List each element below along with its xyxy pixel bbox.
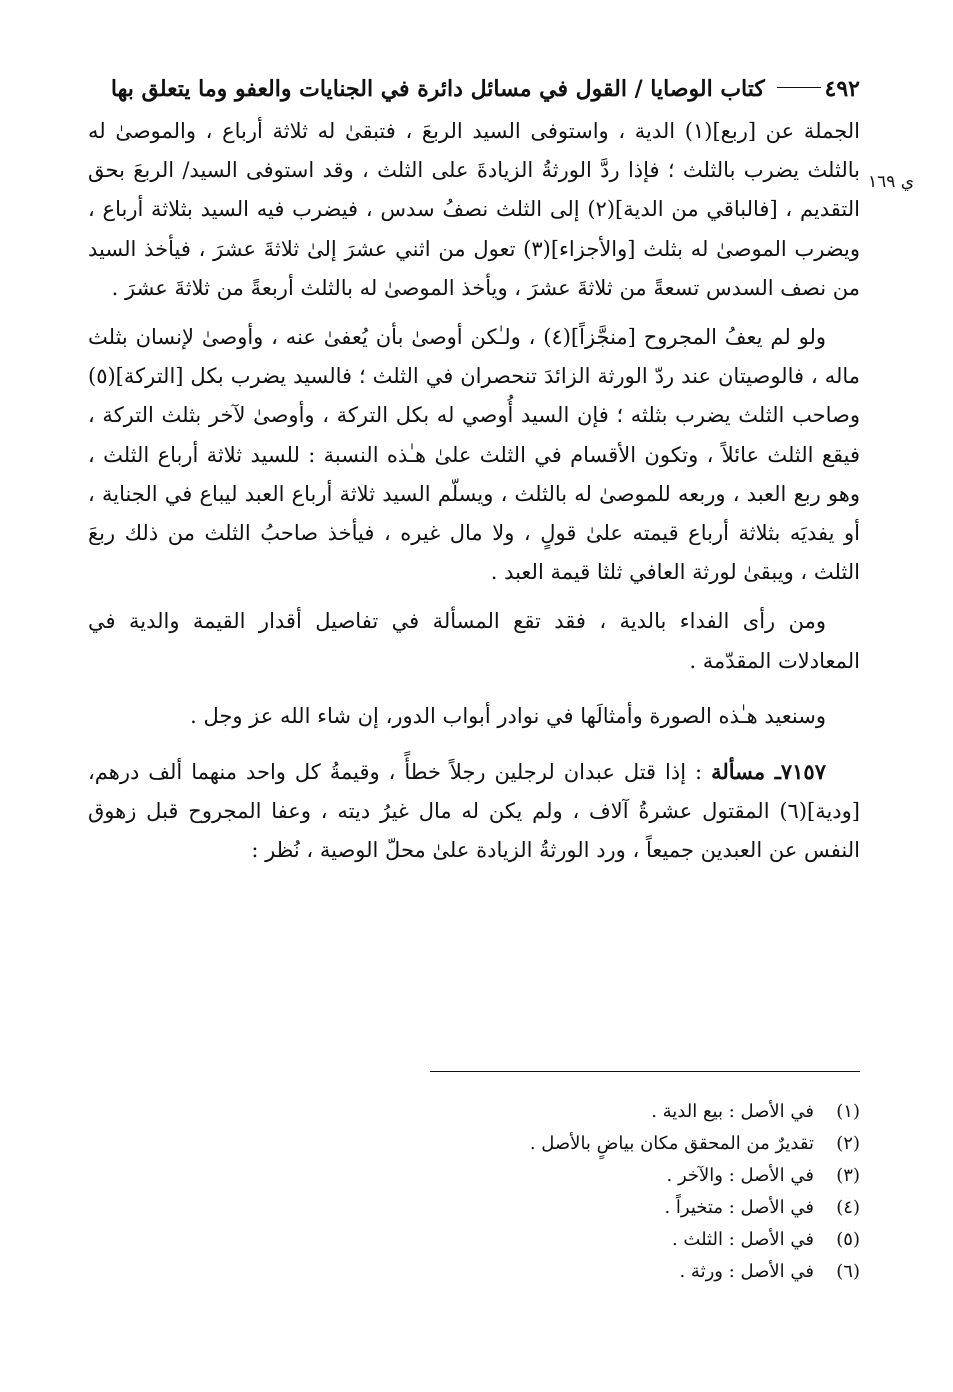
header-dash xyxy=(777,87,821,88)
footnote xyxy=(330,1128,860,1160)
footnote-number: (٤) xyxy=(836,1197,860,1218)
page-number: ٤٩٢ xyxy=(824,76,860,102)
footnote xyxy=(330,1224,860,1256)
footnote-text: في الأصل : بيع الدية . xyxy=(651,1101,814,1122)
running-title: كتاب الوصايا / القول في مسائل دائرة في الجنايات والعفو وما يتعلق بها xyxy=(110,76,765,102)
footnote-number: (٥) xyxy=(836,1229,860,1250)
footnote xyxy=(330,1256,860,1288)
margin-reference: ي ١٦٩ xyxy=(868,172,915,192)
footnote xyxy=(330,1096,860,1128)
footnote-number: (٦) xyxy=(836,1261,860,1282)
paragraph-4: وسنعيد هـٰذه الصورة وأمثالَها في نوادر أبواب الدور، إن شاء الله عز وجل . xyxy=(190,703,826,728)
footnote xyxy=(330,1160,860,1192)
footnotes xyxy=(330,1096,860,1288)
masala-paragraph xyxy=(88,752,860,871)
masala-text: : إذا قتل عبدان لرجلين رجلاً خطأً ، وقيمةُ كل واحد منهما ألف درهم، [ودية](٦) المقتول عشرةُ آلاف ، ولم يكن له مال غيرُ ديته ، وعفا المجروح قبل زهوق النفس عن العبدين جميعاً ، ورد الورثةُ الزيادة علىٰ محلّ الوصية ، نُظر : xyxy=(88,760,860,863)
footnote-text: تقديرٌ من المحقق مكان بياضٍ بالأصل . xyxy=(529,1133,814,1154)
footnote-number: (١) xyxy=(836,1101,860,1122)
footnote-rule xyxy=(430,1071,860,1072)
footnote-number: (٢) xyxy=(836,1133,860,1154)
paragraph-1: الجملة عن [ربع](١) الدية ، واستوفى السيد الربعَ ، فتبقىٰ له ثلاثة أرباع ، والموصىٰ له بالثلث يضرب بالثلث ؛ فإذا ردَّ الورثةُ الزيادةَ على الثلث ، وقد استوفى السيد/ الربعَ بحق التقديم ، [فالباقي من الدية](٢) إلى الثلث نصفُ سدس ، فيضرب فيه السيد بثلاثة أرباع ، ويضرب الموصىٰ له بثلث [والأجزاء](٣) تعول من اثني عشرَ إلىٰ ثلاثةَ عشرَ ، فيأخذ السيد من نصف السدس تسعةً من ثلاثةَ عشرَ ، ويأخذ الموصىٰ له بالثلث أربعةً من ثلاثةَ عشرَ . xyxy=(88,119,860,300)
footnote-text: في الأصل : الثلث . xyxy=(671,1229,814,1250)
paragraph-2: ولو لم يعفُ المجروح [منجَّزاً](٤) ، ولـٰكن أوصىٰ بأن يُعفىٰ عنه ، وأوصىٰ لإنسان بثلث ماله ، فالوصيتان عند ردّ الورثة الزائدَ تنحصران في الثلث ؛ فالسيد يضرب بكل [التركة](٥) وصاحب الثلث يضرب بثلثه ؛ فإن السيد أُوصي له بكل التركة ، وأوصىٰ لآخر بثلث التركة ، فيقع الثلث عائلاً ، وتكون الأقسام في الثلث علىٰ هـٰذه النسبة : للسيد ثلاثة أرباع الثلث ، وهو ربع العبد ، وربعه للموصىٰ له بالثلث ، ويسلّم السيد ثلاثة أرباع العبد ليباع في الجناية ، أو يفديَه بثلاثة أرباع قيمته علىٰ قولٍ ، ولا مال غيره ، فيأخذ صاحبُ الثلث من ذلك ربعَ الثلث ، ويبقىٰ لورثة العافي ثلثا قيمة العبد . xyxy=(88,325,860,585)
footnote-text: في الأصل : والآخر . xyxy=(666,1165,814,1186)
masala-label: ٧١٥٧ـ مسألة xyxy=(711,759,826,785)
footnote xyxy=(330,1192,860,1224)
footnote-number: (٣) xyxy=(836,1165,860,1186)
running-head xyxy=(88,72,860,112)
paragraph-3: ومن رأى الفداء بالدية ، فقد تقع المسألة في تفاصيل أقدار القيمة والدية في المعادلات المقدّمة . xyxy=(88,609,860,673)
footnote-text: في الأصل : ورثة . xyxy=(679,1261,814,1282)
footnote-text: في الأصل : متخيراً . xyxy=(664,1197,814,1218)
page-body xyxy=(88,72,860,871)
